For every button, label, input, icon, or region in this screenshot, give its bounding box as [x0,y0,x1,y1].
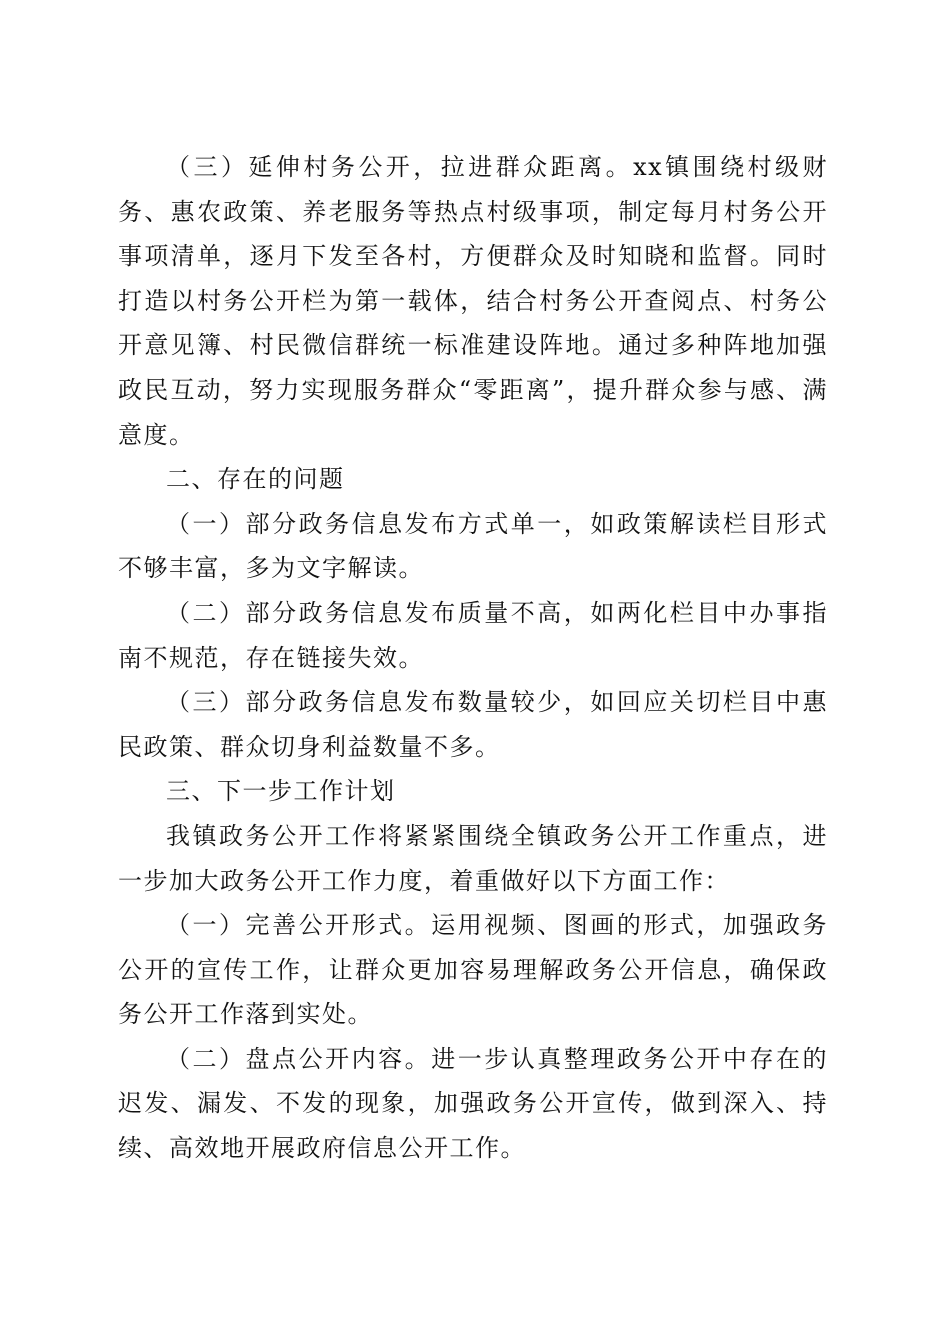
plan-item-2: （二）盘点公开内容。进一步认真整理政务公开中存在的迟发、漏发、不发的现象，加强政务公开宣传，做到深入、持续、高效地开展政府信息公开工作。 [118,1044,828,1163]
section-heading-plan: 三、下一步工作计划 [166,777,396,806]
problem-item-1: （一）部分政务信息发布方式单一，如政策解读栏目形式不够丰富，多为文字解读。 [118,509,828,583]
problem-item-2: （二）部分政务信息发布质量不高，如两化栏目中办事指南不规范，存在链接失效。 [118,598,828,672]
section-heading-problems: 二、存在的问题 [166,465,345,494]
problem-item-3: （三）部分政务信息发布数量较少，如回应关切栏目中惠民政策、群众切身利益数量不多。 [118,688,828,761]
plan-item-1: （一）完善公开形式。运用视频、图画的形式，加强政务公开的宣传工作，让群众更加容易理解政务公开信息，确保政务公开工作落到实处。 [118,911,828,1029]
plan-intro: 我镇政务公开工作将紧紧围绕全镇政务公开工作重点，进一步加大政务公开工作力度，着重做好以下方面工作： [118,821,828,895]
document-body [118,145,828,1171]
paragraph-village-affairs: （三）延伸村务公开，拉进群众距离。xx镇围绕村级财务、惠农政策、养老服务等热点村级事项，制定每月村务公开事项清单，逐月下发至各村，方便群众及时知晓和监督。同时打造以村务公开栏为第一载体，结合村务公开查阅点、村务公开意见簿、村民微信群统一标准建设阵地。通过多种阵地加强政民互动，努力实现服务群众“零距离”，提升群众参与感、满意度。 [118,153,828,449]
